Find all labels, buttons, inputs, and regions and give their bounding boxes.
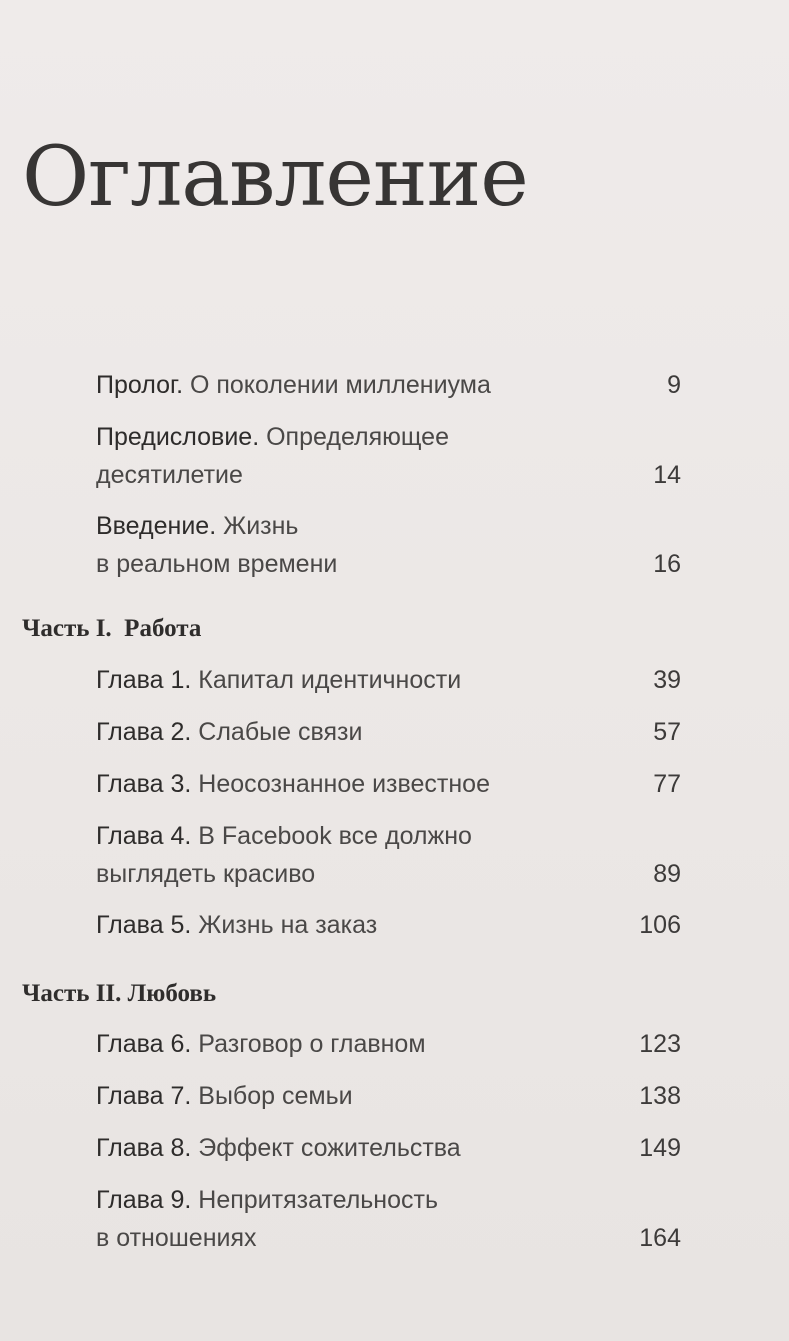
entry-label: Глава 8.: [96, 1134, 192, 1162]
entry-title-continued: в реальном времени: [96, 550, 338, 578]
toc-entry-chapter-7: [96, 1077, 681, 1115]
entry-label: Глава 4.: [96, 822, 192, 850]
entry-title: Жизнь: [223, 512, 299, 540]
entry-label: Глава 1.: [96, 666, 192, 694]
entry-page-number: 9: [667, 371, 681, 399]
entry-line: [96, 366, 681, 404]
entry-label: Глава 5.: [96, 911, 192, 939]
entry-page-number: 77: [653, 770, 681, 798]
toc-entry-chapter-6: [96, 1025, 681, 1063]
entry-title: Капитал идентичности: [198, 666, 462, 694]
entry-line: [96, 661, 681, 699]
entry-label: Пролог.: [96, 371, 184, 399]
entry-line: [96, 1181, 681, 1219]
entry-title: Слабые связи: [198, 718, 363, 746]
entry-line: [96, 1025, 681, 1063]
entry-title-continued: десятилетие: [96, 461, 243, 489]
toc-entry-preface: [96, 418, 681, 494]
entry-page-number: 138: [639, 1082, 681, 1110]
entry-title: Эффект сожительства: [198, 1134, 461, 1162]
entry-title: Неосознанное известное: [198, 770, 490, 798]
toc-entry-chapter-8: [96, 1129, 681, 1167]
entry-page-number: 106: [639, 911, 681, 939]
entry-label: Глава 9.: [96, 1186, 192, 1214]
entry-label: Введение.: [96, 512, 217, 540]
entry-label: Глава 7.: [96, 1082, 192, 1110]
entry-page-number: 149: [639, 1134, 681, 1162]
entry-title: Жизнь на заказ: [198, 911, 378, 939]
entry-page-number: 164: [639, 1224, 681, 1252]
entry-line: [96, 1129, 681, 1167]
entry-label: Предисловие.: [96, 423, 260, 451]
toc-entry-chapter-3: [96, 765, 681, 803]
entry-title-continued: в отношениях: [96, 1224, 257, 1252]
entry-title: О поколении миллениума: [189, 371, 491, 399]
part-heading-2: Часть II. Любовь: [22, 980, 217, 1007]
entry-page-number: 39: [653, 666, 681, 694]
entry-line: [96, 507, 681, 545]
part-heading-1: Часть I. Работа: [22, 615, 202, 642]
entry-page-number: 57: [653, 718, 681, 746]
toc-entry-chapter-9: [96, 1181, 681, 1257]
entry-page-number: 16: [653, 550, 681, 578]
entry-page-number: 14: [653, 461, 681, 489]
entry-label: Глава 3.: [96, 770, 192, 798]
toc-entry-chapter-5: [96, 906, 681, 944]
entry-line: [96, 1077, 681, 1115]
entry-title: Выбор семьи: [198, 1082, 353, 1110]
entry-title: Разговор о главном: [198, 1030, 426, 1058]
entry-title: В Facebook все должно: [198, 822, 472, 850]
toc-entry-introduction: [96, 507, 681, 583]
entry-page-number: 89: [653, 860, 681, 888]
entry-line: [96, 418, 681, 456]
entry-line: [96, 765, 681, 803]
entry-line: [96, 817, 681, 855]
entry-title: Непритязательность: [198, 1186, 438, 1214]
entry-page-number: 123: [639, 1030, 681, 1058]
toc-entry-chapter-1: [96, 661, 681, 699]
toc-entry-prologue: [96, 366, 681, 404]
entry-label: Глава 6.: [96, 1030, 192, 1058]
page-title: Оглавление: [22, 130, 528, 225]
entry-label: Глава 2.: [96, 718, 192, 746]
entry-line: [96, 906, 681, 944]
toc-entry-chapter-4: [96, 817, 681, 893]
entry-title: Определяющее: [266, 423, 449, 451]
entry-title-continued: выглядеть красиво: [96, 860, 316, 888]
entry-line: [96, 713, 681, 751]
toc-entry-chapter-2: [96, 713, 681, 751]
